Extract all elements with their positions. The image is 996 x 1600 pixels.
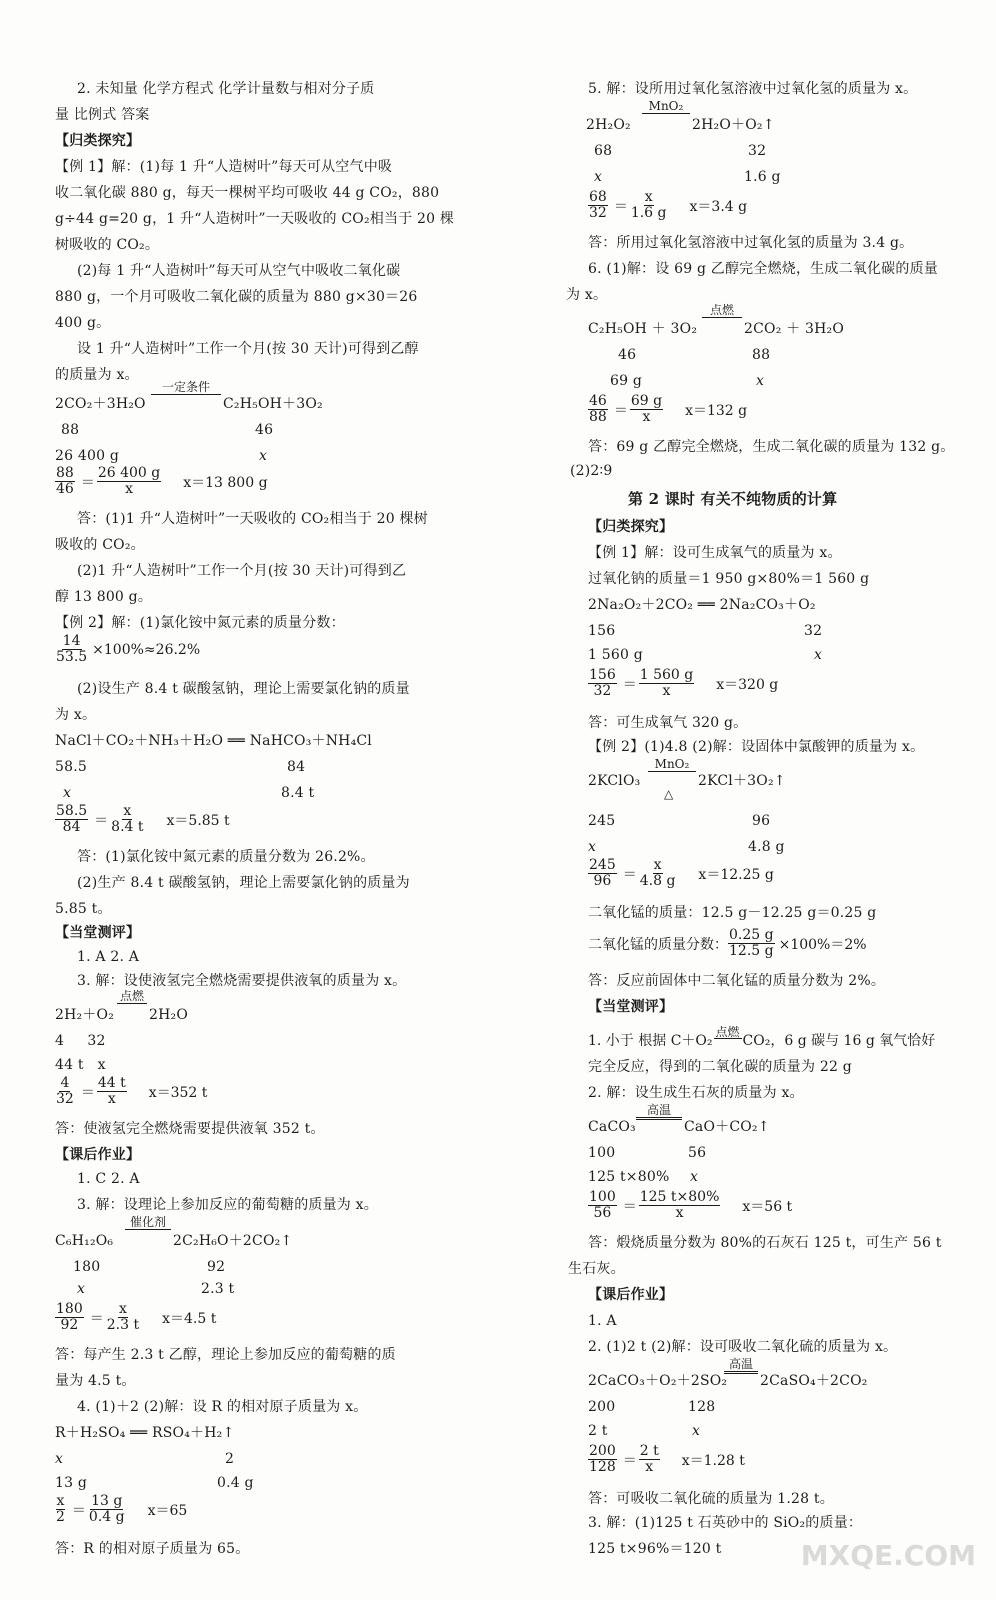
equation-left: 2H₂＋O₂ xyxy=(55,1007,115,1023)
text-line: (2)1 升“人造树叶”工作一个月(按 30 天计)可得到乙 xyxy=(77,563,407,579)
fraction-denominator: x xyxy=(662,683,671,699)
mass-value: 69 g xyxy=(610,373,643,389)
text-line: 3. 解：设使液氢完全燃烧需要提供液氧的质量为 x。 xyxy=(77,973,407,989)
proportion-equation xyxy=(55,634,200,665)
molar-mass: 58.5 xyxy=(55,759,87,775)
fraction-denominator: 32 xyxy=(589,205,607,221)
fraction-denominator: 92 xyxy=(60,1317,79,1333)
result: x＝1.28 t xyxy=(681,1452,745,1469)
text-line: 6. (1)解：设 69 g 乙醇完全燃烧，生成二氧化碳的质量 xyxy=(588,261,938,277)
molar-mass: 32 xyxy=(804,623,823,639)
fraction-numerator: 4 xyxy=(60,1075,70,1091)
result: ×100%＝2% xyxy=(778,936,867,953)
text-line: 答：每产生 2.3 t 乙醇，理论上参加反应的葡萄糖的质 xyxy=(55,1347,396,1363)
result: x＝65 xyxy=(147,1502,188,1519)
reaction-condition: 一定条件 xyxy=(151,381,221,395)
text-line: 答：可吸收二氧化硫的质量为 1.28 t。 xyxy=(588,1491,834,1507)
fraction-numerator: 0.25 g xyxy=(729,927,774,943)
proportion-equation: $\frac{88}{46}$ ＝ $\frac{26 400 g}{x}$ x＝13 800 g xyxy=(56,465,268,497)
text-line: (2)生产 8.4 t 碳酸氢钠，理论上需要氯化钠的质量为 xyxy=(77,875,410,891)
fraction-numerator: 156 xyxy=(589,667,616,683)
section-heading: 【课后作业】 xyxy=(588,1287,674,1303)
text-line: 答：(1)氯化铵中氮元素的质量分数为 26.2%。 xyxy=(77,849,375,865)
proportion-equation: $\frac{180}{92}$ ＝ $\frac{x}{2.3 t}$ x＝4.5 t xyxy=(56,1301,217,1333)
molar-mass: 84 xyxy=(287,759,306,775)
molar-mass: x xyxy=(55,1451,64,1467)
text-line: 答：R 的相对原子质量为 65。 xyxy=(55,1541,250,1557)
section-heading: 【当堂测评】 xyxy=(55,925,141,941)
fraction-numerator: x xyxy=(56,1493,65,1509)
fraction-denominator: 53.5 xyxy=(56,649,88,665)
mass-value: x xyxy=(692,1423,701,1439)
molar-mass: 200 xyxy=(588,1399,616,1415)
text-line: 5.85 t。 xyxy=(55,901,112,917)
text-line: 的质量为 x。 xyxy=(55,367,139,383)
equation-left: C₂H₅OH ＋ 3O₂ xyxy=(588,321,698,337)
text-line: 树吸收的 CO₂。 xyxy=(55,237,160,253)
text-line: (2)设生产 8.4 t 碳酸氢钠，理论上需要氯化钠的质量 xyxy=(77,681,410,697)
mass-value: 0.4 g xyxy=(217,1475,254,1491)
fraction-denominator: x xyxy=(107,1091,116,1107)
section-heading: 【归类探究】 xyxy=(55,133,141,149)
fraction-denominator: 2.3 t xyxy=(106,1317,140,1333)
proportion-equation: $\frac{68}{32}$ ＝ $\frac{x}{1.6 g}$ x＝3.4 g xyxy=(589,189,748,221)
fraction-denominator: 96 xyxy=(593,873,612,889)
result: x＝4.5 t xyxy=(162,1310,217,1327)
text-line: 答：(1)1 升“人造树叶”一天吸收的 CO₂相当于 20 棵树 xyxy=(77,511,428,527)
molar-mass: 156 xyxy=(588,623,616,639)
left-column xyxy=(55,0,495,1600)
fraction-numerator: 200 xyxy=(589,1443,616,1459)
fraction-denominator: 56 xyxy=(593,1205,612,1221)
molar-mass: 245 xyxy=(588,813,616,829)
text-line: 答：使液氢完全燃烧需要提供液氧 352 t。 xyxy=(55,1121,325,1137)
fraction-denominator: x xyxy=(675,1205,684,1221)
fraction-numerator: x xyxy=(123,803,132,819)
text-line: g÷44 g=20 g，1 升“人造树叶”一天吸收的 CO₂相当于 20 棵 xyxy=(55,211,455,227)
molar-mass: 128 xyxy=(688,1399,716,1415)
text-line: (2)2∶9 xyxy=(570,463,613,479)
text-line: 【例 2】(1)4.8 (2)解：设固体中氯酸钾的质量为 x。 xyxy=(588,739,925,755)
mass-value: 125 t×80% xyxy=(588,1169,670,1185)
reaction-condition: MnO₂ xyxy=(648,758,696,772)
answer-line: 1. A xyxy=(588,1313,617,1329)
text-line: 设 1 升“人造树叶”工作一个月(按 30 天计)可得到乙醇 xyxy=(77,341,419,357)
fraction-denominator: 32 xyxy=(56,1091,74,1107)
text-line: 2. 未知量 化学方程式 化学计量数与相对分子质 xyxy=(77,81,375,97)
fraction-denominator: 32 xyxy=(593,683,612,699)
fraction-numerator: 13 g xyxy=(91,1493,123,1509)
proportion-equation: $\frac{245}{96}$ ＝ $\frac{x}{4.8 g}$ x＝12.25 g xyxy=(589,857,774,889)
text-line: 4. (1)＋2 (2)解：设 R 的相对原子质量为 x。 xyxy=(77,1399,368,1415)
text-line: 吸收的 CO₂。 xyxy=(55,537,145,553)
equation-right: CaO＋CO₂↑ xyxy=(684,1119,770,1135)
molar-mass: 88 xyxy=(61,422,80,438)
fraction-numerator: 68 xyxy=(589,189,607,205)
text-line: 答：可生成氧气 320 g。 xyxy=(588,715,748,731)
equation-left: 2H₂O₂ xyxy=(586,117,631,133)
mass-value: x xyxy=(588,839,597,855)
text-line xyxy=(588,1024,936,1050)
text-segment: 1. 小于 根据 C＋O₂ xyxy=(588,1033,713,1049)
fraction-numerator: 125 t×80% xyxy=(639,1189,720,1205)
equation-right: 2CO₂ ＋ 3H₂O xyxy=(744,321,845,337)
molar-mass: 2 xyxy=(225,1451,235,1467)
fraction-denominator: 46 xyxy=(56,481,74,497)
reaction-condition: 点燃 xyxy=(117,990,147,1004)
fraction-denominator: 8.4 t xyxy=(111,819,144,835)
fraction-numerator: 44 t xyxy=(97,1075,126,1091)
text-line: 【例 1】解：设可生成氧气的质量为 x。 xyxy=(588,545,842,561)
molar-mass: 100 xyxy=(588,1145,616,1161)
reaction-condition: 点燃 xyxy=(715,1024,740,1039)
text-line: 收二氧化碳 880 g，每天一棵树平均可吸收 44 g CO₂，880 xyxy=(55,185,440,201)
mass-value: 8.4 t xyxy=(281,785,315,801)
mass-value: 2 t xyxy=(588,1423,608,1439)
text-line: 答：69 g 乙醇完全燃烧，生成二氧化碳的质量为 132 g。 xyxy=(588,439,955,455)
molar-mass: 46 xyxy=(255,422,274,438)
mass-value: 4.8 g xyxy=(748,839,785,855)
text-line: 量 比例式 答案 xyxy=(55,107,150,123)
equation-right: 2H₂O xyxy=(149,1007,189,1023)
reaction-condition: 点燃 xyxy=(702,304,742,318)
fraction-denominator: 4.8 g xyxy=(639,873,676,889)
mass-value: x xyxy=(259,448,268,464)
reaction-condition: MnO₂ xyxy=(642,100,690,114)
mass-value: 2.3 t xyxy=(201,1281,235,1297)
result: x＝320 g xyxy=(716,676,779,693)
text-line: 答：反应前固体中二氧化锰的质量分数为 2%。 xyxy=(588,973,886,989)
text-line: 2. (1)2 t (2)解：设可吸收二氧化硫的质量为 x。 xyxy=(588,1339,898,1355)
fraction-denominator: 88 xyxy=(589,409,607,425)
text-line: 答：煅烧质量分数为 80%的石灰石 125 t，可生产 56 t xyxy=(588,1235,942,1251)
text-line: 为 x。 xyxy=(55,707,97,723)
proportion-equation: $\frac{200}{128}$ ＝ $\frac{2 t}{x}$ x＝1.28 t xyxy=(589,1443,745,1475)
result: x＝132 g xyxy=(685,402,748,419)
answer-line: 1. C 2. A xyxy=(77,1171,140,1187)
text-line: 5. 解：设所用过氧化氢溶液中过氧化氢的质量为 x。 xyxy=(588,81,918,97)
fraction-numerator: x xyxy=(653,857,662,873)
label: 二氧化锰的质量分数： xyxy=(588,936,728,953)
result: x＝5.85 t xyxy=(166,812,230,829)
mass-value: x xyxy=(756,373,765,389)
answer-line: 1. A 2. A xyxy=(77,949,140,965)
fraction-denominator: 0.4 g xyxy=(88,1509,125,1525)
fraction-denominator: 12.5 g xyxy=(729,943,774,959)
mass-value: x xyxy=(594,169,603,185)
molar-mass: 4 32 xyxy=(55,1033,106,1049)
mass-value: 1.6 g xyxy=(744,169,781,185)
fraction-numerator: 46 xyxy=(589,393,607,409)
text-line: 答：所用过氧化氢溶液中过氧化氢的质量为 3.4 g。 xyxy=(588,235,914,251)
proportion-equation: $\frac{100}{56}$ ＝ $\frac{125 t\times 80\%}{x}$ x＝56 t xyxy=(589,1189,793,1221)
fraction-numerator: 88 xyxy=(56,465,74,481)
section-heading: 【当堂测评】 xyxy=(588,999,674,1015)
proportion-equation: $\frac{156}{32}$ ＝ $\frac{1 560 g}{x}$ x＝320 g xyxy=(589,667,779,699)
result: ×100%≈26.2% xyxy=(92,641,201,658)
molar-mass: 32 xyxy=(748,143,767,159)
reaction-condition: 催化剂 xyxy=(125,1216,171,1230)
fraction-numerator: x xyxy=(644,189,653,205)
proportion-equation xyxy=(588,928,867,959)
reaction-condition: 高温 xyxy=(636,1104,682,1120)
fraction-numerator: 180 xyxy=(56,1301,83,1317)
proportion-equation: $\frac{x}{2}$ ＝ $\frac{13 g}{0.4 g}$ x＝65 xyxy=(56,1493,188,1525)
fraction-numerator: 2 t xyxy=(639,1443,659,1459)
text-line: 125 t×96%＝120 t xyxy=(588,1541,722,1557)
equation-left: 2KClO₃ xyxy=(588,773,641,789)
equation-left: CaCO₃ xyxy=(588,1119,636,1135)
molar-mass: 68 xyxy=(594,143,613,159)
mass-value: x xyxy=(63,785,72,801)
fraction-denominator: x xyxy=(642,409,651,425)
mass-value: 26 400 g xyxy=(55,448,119,464)
text-line: 量为 4.5 t。 xyxy=(55,1373,136,1389)
fraction-denominator: 1.6 g xyxy=(630,205,667,221)
equation-left: 2CO₂＋3H₂O xyxy=(55,396,146,412)
molar-mass: 56 xyxy=(688,1145,707,1161)
mass-value: 1 560 g xyxy=(588,647,643,663)
text-line: 二氧化锰的质量：12.5 g－12.25 g＝0.25 g xyxy=(588,905,877,921)
fraction-denominator: x xyxy=(645,1459,654,1475)
equation-right: 2KCl＋3O₂↑ xyxy=(698,773,786,789)
text-line: 3. 解：设理论上参加反应的葡萄糖的质量为 x。 xyxy=(77,1197,378,1213)
text-line: 2. 解：设生成生石灰的质量为 x。 xyxy=(588,1085,804,1101)
mass-value: x xyxy=(814,647,823,663)
proportion-equation: $\frac{4}{32}$ ＝ $\frac{44 t}{x}$ x＝352 t xyxy=(56,1075,208,1107)
chemical-equation: R＋H₂SO₄ ══ RSO₄＋H₂↑ xyxy=(55,1425,235,1441)
equation-right: 2H₂O＋O₂↑ xyxy=(692,117,775,133)
text-line: 3. 解：(1)125 t 石英砂中的 SiO₂的质量： xyxy=(588,1515,863,1531)
mass-value: 44 t x xyxy=(55,1057,106,1073)
fraction-numerator: x xyxy=(118,1301,127,1317)
mass-value: x xyxy=(690,1169,699,1185)
fraction-denominator: 128 xyxy=(589,1459,616,1475)
right-column xyxy=(566,0,996,1600)
text-line: 【例 1】解：(1)每 1 升“人造树叶”每天可从空气中吸 xyxy=(55,159,393,175)
text-line: 400 g。 xyxy=(55,315,111,331)
lesson-title: 第 2 课时 有关不纯物质的计算 xyxy=(628,490,838,508)
fraction-numerator: 26 400 g xyxy=(97,465,161,481)
mass-value: x xyxy=(77,1281,86,1297)
text-line: 生石灰。 xyxy=(568,1261,625,1277)
result: x＝352 t xyxy=(148,1084,208,1101)
fraction-numerator: 100 xyxy=(589,1189,616,1205)
fraction-denominator: 2 xyxy=(56,1509,65,1525)
molar-mass: 88 xyxy=(752,347,771,363)
equation-left: C₆H₁₂O₆ xyxy=(55,1233,114,1249)
mass-value: 13 g xyxy=(55,1475,88,1491)
text-line: (2)每 1 升“人造树叶”每天可从空气中吸收二氧化碳 xyxy=(77,263,401,279)
fraction-numerator: 245 xyxy=(589,857,616,873)
reaction-condition: 高温 xyxy=(724,1358,758,1374)
fraction-denominator: x xyxy=(125,481,133,497)
equation-right: C₂H₅OH＋3O₂ xyxy=(223,396,323,412)
fraction-numerator: 14 xyxy=(62,633,81,649)
equation-right: 2CaSO₄＋2CO₂ xyxy=(760,1373,868,1389)
fraction-numerator: 1 560 g xyxy=(639,667,694,683)
result: x＝56 t xyxy=(742,1198,793,1215)
fraction-denominator: 84 xyxy=(62,819,81,835)
section-heading: 【归类探究】 xyxy=(588,519,674,535)
fraction-numerator: 58.5 xyxy=(56,803,88,819)
chemical-equation: 2Na₂O₂＋2CO₂ ══ 2Na₂CO₃＋O₂ xyxy=(588,597,816,613)
molar-mass: 92 xyxy=(207,1259,226,1275)
section-heading: 【课后作业】 xyxy=(55,1147,141,1163)
molar-mass: 46 xyxy=(618,347,637,363)
proportion-equation: $\frac{58.5}{84}$ ＝ $\frac{x}{8.4 t}$ x＝5.85 t xyxy=(56,803,230,835)
text-line: 【例 2】解：(1)氯化铵中氮元素的质量分数： xyxy=(55,615,345,631)
chemical-equation: NaCl＋CO₂＋NH₃＋H₂O ══ NaHCO₃＋NH₄Cl xyxy=(55,733,372,749)
text-line: 过氧化钠的质量＝1 950 g×80%＝1 560 g xyxy=(588,571,870,587)
equation-left: 2CaCO₃＋O₂＋2SO₂ xyxy=(588,1373,728,1389)
watermark-logo: MXQE.COM xyxy=(800,1539,976,1572)
fraction-numerator: 69 g xyxy=(630,393,663,409)
heat-icon: △ xyxy=(664,787,674,801)
result: x＝12.25 g xyxy=(698,866,774,883)
text-segment: CO₂，6 g 碳与 16 g 氧气恰好 xyxy=(742,1033,936,1049)
molar-mass: 96 xyxy=(752,813,771,829)
text-line: 880 g，一个月可吸收二氧化碳的质量为 880 g×30＝26 xyxy=(55,289,418,305)
text-line: 为 x。 xyxy=(566,287,608,303)
result: x＝3.4 g xyxy=(689,198,748,215)
text-line: 完全反应，得到的二氧化碳的质量为 22 g xyxy=(588,1059,852,1075)
result: x＝13 800 g xyxy=(183,474,268,491)
molar-mass: 180 xyxy=(73,1259,101,1275)
equation-right: 2C₂H₆O＋2CO₂↑ xyxy=(173,1233,293,1249)
text-line: 醇 13 800 g。 xyxy=(55,589,153,605)
proportion-equation: $\frac{46}{88}$ ＝ $\frac{69 g}{x}$ x＝132 g xyxy=(589,393,748,425)
